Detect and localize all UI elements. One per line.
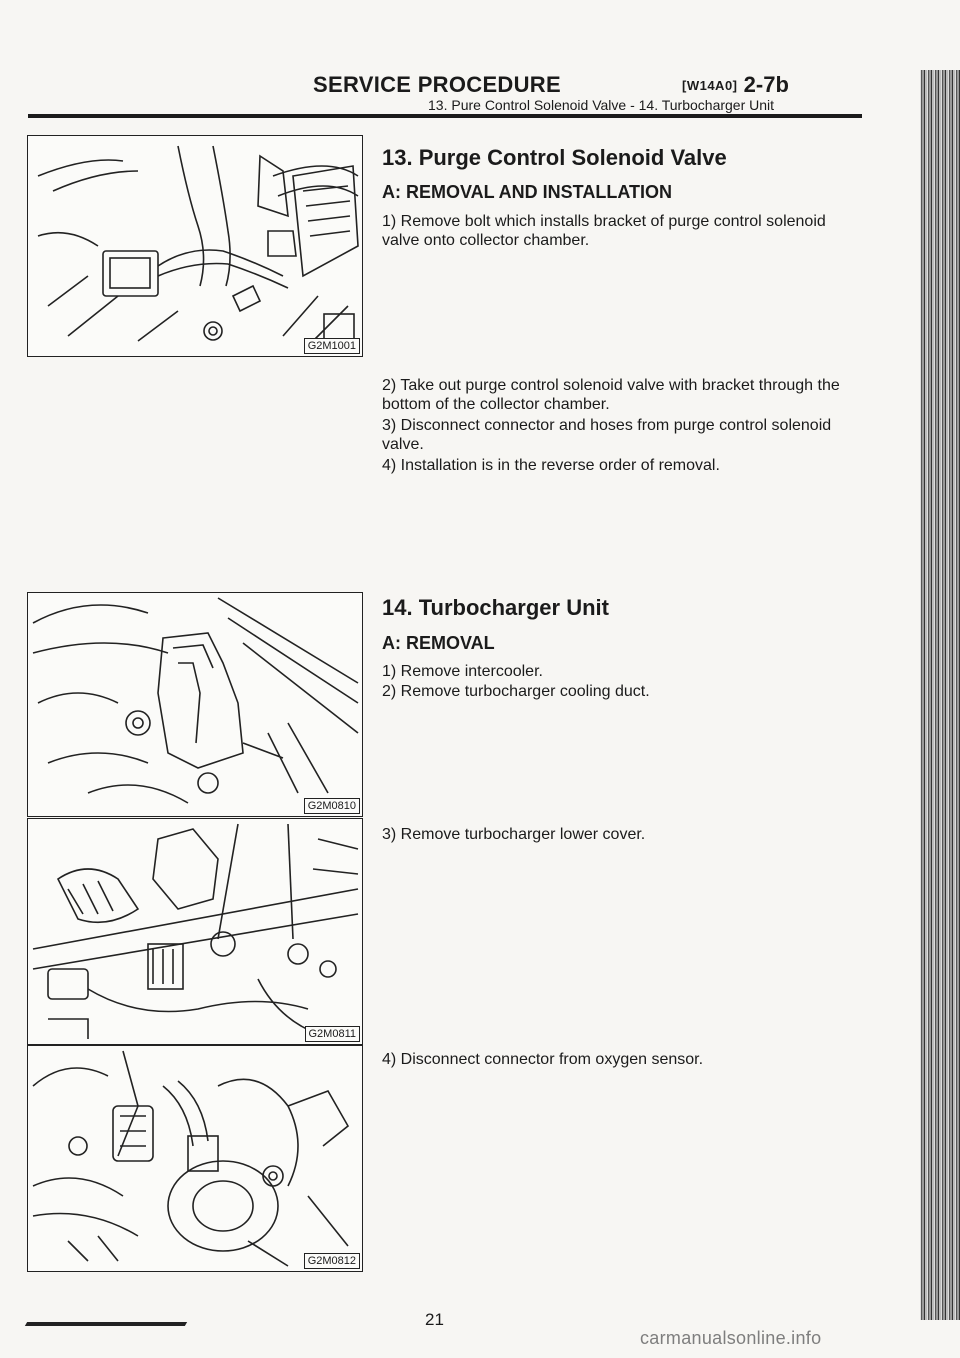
purge-valve-illustration [28,136,363,357]
watermark: carmanualsonline.info [640,1328,822,1348]
header-title: SERVICE PROCEDURE [313,72,561,97]
section-13-step-1: 1) Remove bolt which installs bracket of purge control solenoid valve onto collector chamber. [382,213,826,249]
header-code [682,72,789,98]
figure-label: G2M0810 [304,798,360,814]
figure-oxygen-sensor [27,1045,363,1272]
figure-label: G2M0811 [305,1026,361,1042]
section-14-step-3: 3) Remove turbocharger lower cover. [382,826,646,843]
header-rule [28,114,862,118]
section-13-step-3: 3) Disconnect connector and hoses from purge control solenoid valve. [382,417,832,453]
section-13-title: 13. Purge Control Solenoid Valve [382,145,727,170]
section-14-subtitle: A: REMOVAL [382,633,495,653]
section-13-subtitle: A: REMOVAL AND INSTALLATION [382,182,672,202]
lower-cover-illustration [28,819,363,1045]
section-14-step-1: 1) Remove intercooler. [382,663,543,680]
section-14-title: 14. Turbocharger Unit [382,595,609,620]
page-number: 21 [425,1310,444,1329]
figure-label: G2M0812 [304,1253,360,1269]
oxygen-sensor-illustration [28,1046,363,1272]
figure-purge-valve [27,135,363,357]
figure-cooling-duct [27,592,363,817]
figure-lower-cover [27,818,363,1045]
section-14-step-4: 4) Disconnect connector from oxygen sensor. [382,1051,704,1068]
section-14-step-2: 2) Remove turbocharger cooling duct. [382,683,650,700]
scan-edge-strip [920,70,960,1320]
header-code-main: 2-7b [743,72,789,97]
footer-mark [25,1322,187,1326]
cooling-duct-illustration [28,593,363,817]
section-13-step-2: 2) Take out purge control solenoid valve with bracket through the bottom of the collector chamber. [382,377,840,413]
figure-label: G2M1001 [304,338,360,354]
header-subtitle: 13. Pure Control Solenoid Valve - 14. Turbocharger Unit [428,97,775,113]
section-13-step-4: 4) Installation is in the reverse order of removal. [382,457,720,474]
header-code-prefix: [W14A0] [682,78,738,93]
